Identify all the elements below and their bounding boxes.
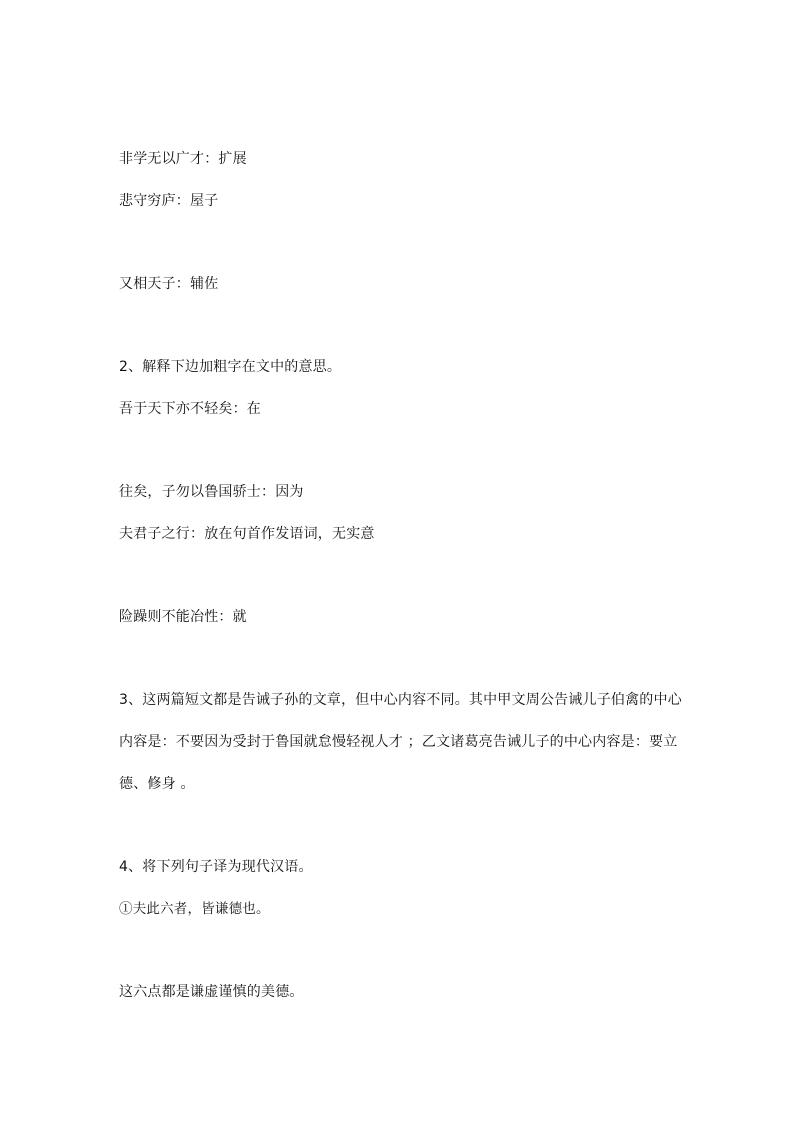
q4-translation-1: 这六点都是谦虚谨慎的美德。 (119, 984, 304, 1000)
q4-sentence-1: ①夫此六者，皆谦德也。 (119, 901, 270, 917)
q2-answer-yi: 往矣，子勿以鲁国骄士：因为 (119, 484, 304, 500)
q2-answer-ze: 险躁则不能冶性：就 (119, 609, 247, 625)
q2-answer-fu: 夫君子之行：放在句首作发语词，无实意 (119, 526, 375, 542)
vocab-answer-qionglu: 悲守穷庐：屋子 (119, 193, 219, 209)
vocab-answer-xiangtianzi: 又相天子：辅佐 (119, 276, 219, 292)
question-3-line-3: 德、修身 。 (119, 776, 195, 792)
question-4-heading: 4、将下列句子译为现代汉语。 (119, 859, 313, 875)
vocab-answer-guangcai: 非学无以广才：扩展 (119, 151, 247, 167)
question-2-heading: 2、解释下边加粗字在文中的意思。 (119, 359, 342, 375)
q2-answer-yu: 吾于天下亦不轻矣：在 (119, 401, 261, 417)
question-3-line-1: 3、这两篇短文都是告诫子孙的文章，但中心内容不同。其中甲文周公告诫儿子伯禽的中心 (119, 692, 682, 708)
question-3-line-2: 内容是：不要因为受封于鲁国就怠慢轻视人才 ；乙文诸葛亮告诫儿子的中心内容是：要立 (119, 734, 678, 750)
